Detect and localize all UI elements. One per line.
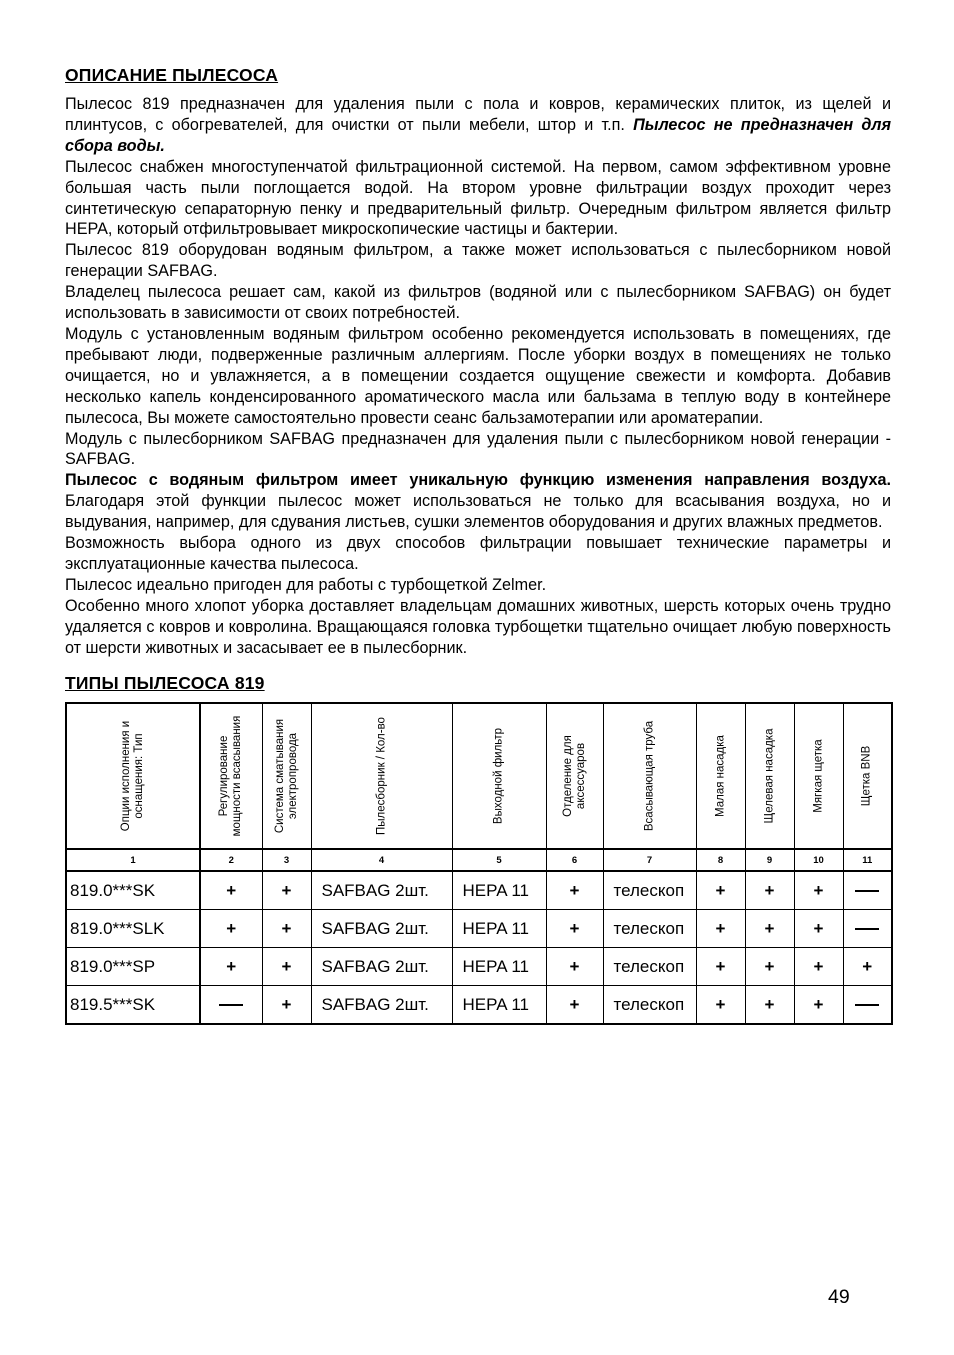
column-number: 10	[794, 849, 843, 871]
column-number: 11	[843, 849, 892, 871]
column-number: 3	[262, 849, 311, 871]
table-cell: HEPA 11	[452, 948, 546, 986]
table-cell: +	[200, 910, 262, 948]
column-number: 1	[66, 849, 200, 871]
column-number: 4	[311, 849, 452, 871]
column-number: 7	[603, 849, 696, 871]
table-cell: телескоп	[603, 871, 696, 910]
paragraph: Возможность выбора одного из двух способов фильтрации повышает технические параметры и эксплуатационные качества пылесоса.	[65, 534, 891, 573]
table-cell: SAFBAG 2шт.	[311, 948, 452, 986]
table-number-row	[66, 849, 892, 871]
table-row	[66, 871, 892, 910]
table-cell	[843, 871, 892, 910]
paragraph: Модуль с пылесборником SAFBAG предназначен для удаления пыли с пылесборником новой генерации - SAFBAG.	[65, 429, 891, 469]
table-cell: +	[546, 910, 603, 948]
table-header-cell: Пылесборник / Кол-во	[311, 703, 452, 849]
column-number: 5	[452, 849, 546, 871]
page-number: 49	[828, 1286, 850, 1308]
table-cell: 819.0***SP	[66, 948, 200, 986]
table-cell: SAFBAG 2шт.	[311, 986, 452, 1025]
table-cell: 819.5***SK	[66, 986, 200, 1025]
paragraph: Особенно много хлопот уборка доставляет владельцам домашних животных, шерсть которых очень трудно удаляется с ковров и ковролина. Вращающаяся головка турбощетки тщательно очищает любую поверхность от шерсти животных и засасывает ее в пылесборник.	[65, 596, 891, 657]
table-header-cell: Отделение для аксессуаров	[546, 703, 603, 849]
table-cell: +	[794, 871, 843, 910]
table-body	[66, 871, 892, 1024]
table-header-cell: Мягкая щетка	[794, 703, 843, 849]
table-cell: SAFBAG 2шт.	[311, 910, 452, 948]
table-cell: HEPA 11	[452, 910, 546, 948]
table-header-cell: Регулирование мощности всасывания	[200, 703, 262, 849]
table-header-cell: Щелевая насадка	[745, 703, 794, 849]
table-cell: телескоп	[603, 910, 696, 948]
dash-mark	[855, 928, 879, 930]
section-title-types: ТИПЫ ПЫЛЕСОСА 819	[65, 673, 265, 694]
table-header-cell: Малая насадка	[696, 703, 745, 849]
page-content	[65, 64, 891, 1025]
table-cell: HEPA 11	[452, 986, 546, 1025]
table-row	[66, 948, 892, 986]
table-cell: +	[745, 910, 794, 948]
table-cell: +	[745, 871, 794, 910]
table-cell: телескоп	[603, 986, 696, 1025]
column-number: 8	[696, 849, 745, 871]
table-cell: +	[696, 948, 745, 986]
table-header-cell: Щетка BNB	[843, 703, 892, 849]
table-cell: +	[696, 871, 745, 910]
table-header-cell: Система сматывания электропровода	[262, 703, 311, 849]
table-cell: +	[794, 986, 843, 1025]
table-cell: +	[794, 910, 843, 948]
table-cell	[843, 910, 892, 948]
column-number: 9	[745, 849, 794, 871]
table-header-row	[66, 703, 892, 849]
types-table	[65, 702, 893, 1025]
table-cell: +	[546, 948, 603, 986]
table-cell: +	[262, 871, 311, 910]
table-row	[66, 986, 892, 1025]
table-cell: +	[745, 948, 794, 986]
table-cell	[843, 986, 892, 1025]
paragraph: Пылесос 819 предназначен для удаления пыли с пола и ковров, керамических плиток, из щелей и плинтусов, с обогревателей, для очистки от пыли мебели, штор и т.п. Пылесос не предназначен для сбора воды.	[65, 95, 892, 155]
table-cell: телескоп	[603, 948, 696, 986]
table-cell: +	[794, 948, 843, 986]
table-header-cell: Выходной фильтр	[452, 703, 546, 849]
paragraph: Владелец пылесоса решает сам, какой из фильтров (водяной или с пылесборником SAFBAG) он будет использовать в зависимости от своих потребностей.	[65, 283, 891, 323]
dash-mark	[219, 1004, 243, 1006]
table-cell: +	[546, 871, 603, 910]
table-cell: +	[696, 986, 745, 1025]
table-cell: 819.0***SK	[66, 871, 200, 910]
paragraph: Пылесос 819 оборудован водяным фильтром, а также может использоваться с пылесборником новой генерации SAFBAG.	[65, 241, 891, 281]
table-header-cell: Всасывающая труба	[603, 703, 696, 849]
dash-mark	[855, 1004, 879, 1006]
description-body	[65, 94, 891, 658]
section-title-description: ОПИСАНИЕ ПЫЛЕСОСА	[65, 65, 279, 85]
table-cell: +	[262, 910, 311, 948]
table-cell: SAFBAG 2шт.	[311, 871, 452, 910]
paragraph: Пылесос снабжен многоступенчатой фильтрационной системой. На первом, самом эффективном уровне большая часть пыли поглощается водой. На втором уровне фильтрации воздух проходит через синтетическую сепараторную пенку и предварительный фильтр. Очередным фильтром является фильтр HEPA, который отфильтровывает микроскопические частицы и бактерии.	[65, 157, 891, 239]
table-cell: +	[262, 948, 311, 986]
table-cell	[200, 986, 262, 1025]
column-number: 6	[546, 849, 603, 871]
column-number: 2	[200, 849, 262, 871]
paragraph: Пылесос идеально пригоден для работы с турбощеткой Zelmer.	[65, 575, 547, 594]
table-cell: HEPA 11	[452, 871, 546, 910]
table-cell: +	[200, 871, 262, 910]
table-cell: +	[546, 986, 603, 1025]
table-cell: +	[843, 948, 892, 986]
paragraph: Модуль с установленным водяным фильтром особенно рекомендуется использовать в помещениях, где пребывают люди, подверженные различным аллергиям. После уборки воздух в помещениях не только очищается, но и увлажняется, а в помещении создается ощущение свежести и комфорта. Добавив несколько капель конденсированного ароматического масла или бальзама в теплую воду в контейнере пылесоса, Вы можете самостоятельно провести сеанс бальзамотерапии или ароматерапии.	[65, 324, 891, 427]
table-cell: +	[200, 948, 262, 986]
table-cell: +	[745, 986, 794, 1025]
table-cell: +	[262, 986, 311, 1025]
table-cell: 819.0***SLK	[66, 910, 200, 948]
table-cell: +	[696, 910, 745, 948]
table-row	[66, 910, 892, 948]
table-header-cell: Опции исполнения и оснащения: Тип	[66, 703, 200, 849]
dash-mark	[855, 890, 879, 892]
paragraph: Пылесос с водяным фильтром имеет уникальную функцию изменения направления воздуха. Благодаря этой функции пылесос может использоваться не только для всасывания воздуха, но и выдувания, например, для сдувания листьев, сушки элементов оборудования и других влажных предметов.	[65, 471, 891, 532]
